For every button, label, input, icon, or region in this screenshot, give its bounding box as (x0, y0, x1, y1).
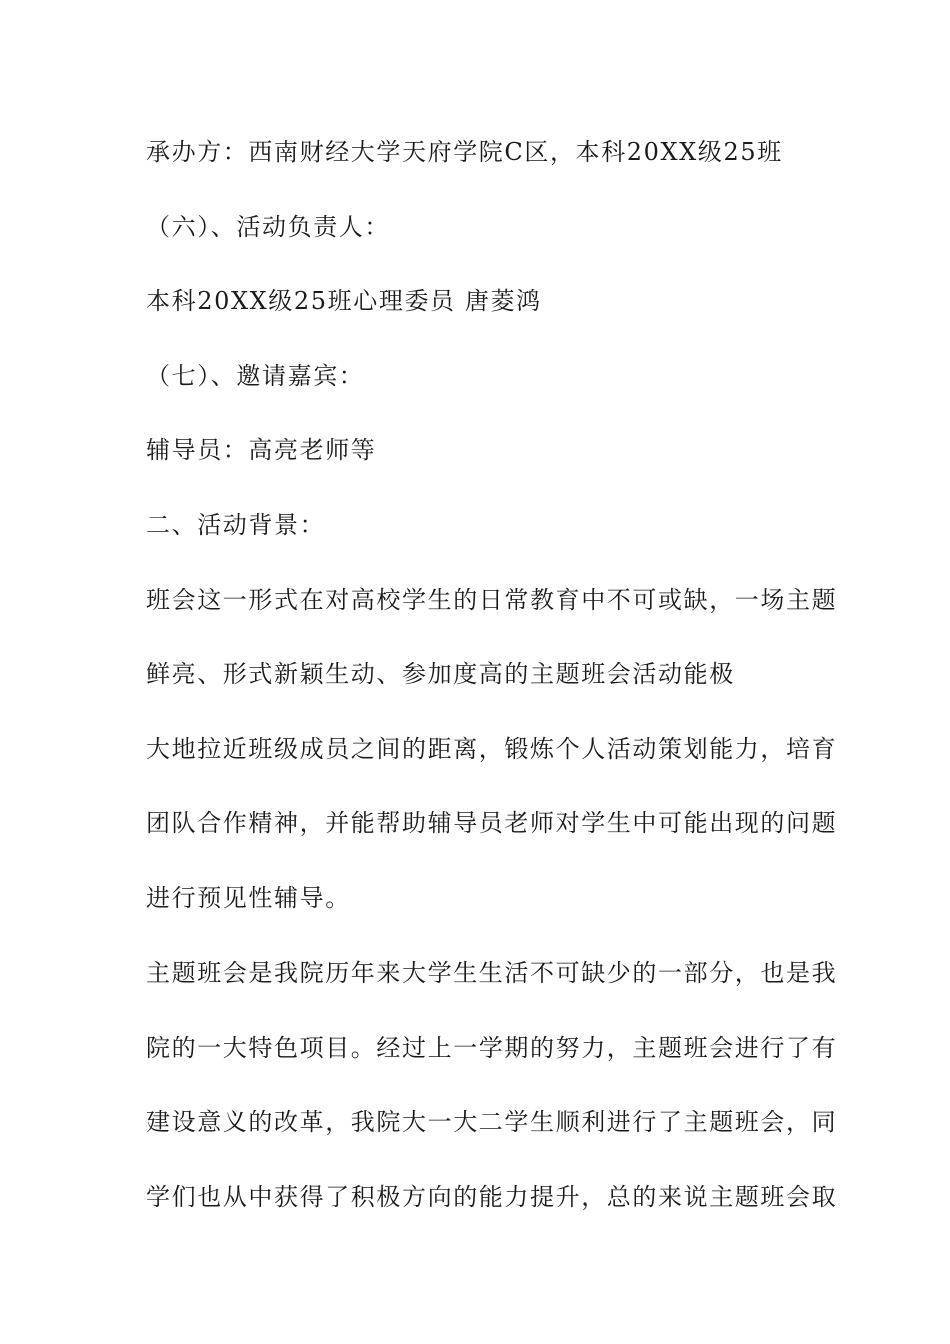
body-text-line: 大地拉近班级成员之间的距离，锻炼个人活动策划能力，培育 (146, 735, 838, 763)
body-text-line: 学们也从中获得了积极方向的能力提升，总的来说主题班会取 (146, 1183, 838, 1211)
organizer-line: 承办方：西南财经大学天府学院C区，本科20XX级25班 (146, 138, 783, 166)
section-heading-person-in-charge: （六）、活动负责人： (146, 213, 390, 241)
body-text-line: 鲜亮、形式新颖生动、参加度高的主题班会活动能极 (146, 660, 735, 688)
person-in-charge-line: 本科20XX级25班心理委员 唐菱鸿 (146, 287, 542, 315)
guests-line: 辅导员：高亮老师等 (146, 436, 377, 464)
section-heading-guests: （七）、邀请嘉宾： (146, 362, 365, 390)
body-text-line: 进行预见性辅导。 (146, 884, 351, 912)
body-text-line: 团队合作精神，并能帮助辅导员老师对学生中可能出现的问题 (146, 809, 838, 837)
body-text-line: 班会这一形式在对高校学生的日常教育中不可或缺，一场主题 (146, 586, 838, 614)
body-text-line: 建设意义的改革，我院大一大二学生顺利进行了主题班会，同 (146, 1108, 838, 1136)
body-text-line: 主题班会是我院历年来大学生生活不可缺少的一部分，也是我 (146, 959, 838, 987)
body-text-line: 院的一大特色项目。经过上一学期的努力，主题班会进行了有 (146, 1034, 838, 1062)
section-heading-background: 二、活动背景： (146, 511, 326, 539)
